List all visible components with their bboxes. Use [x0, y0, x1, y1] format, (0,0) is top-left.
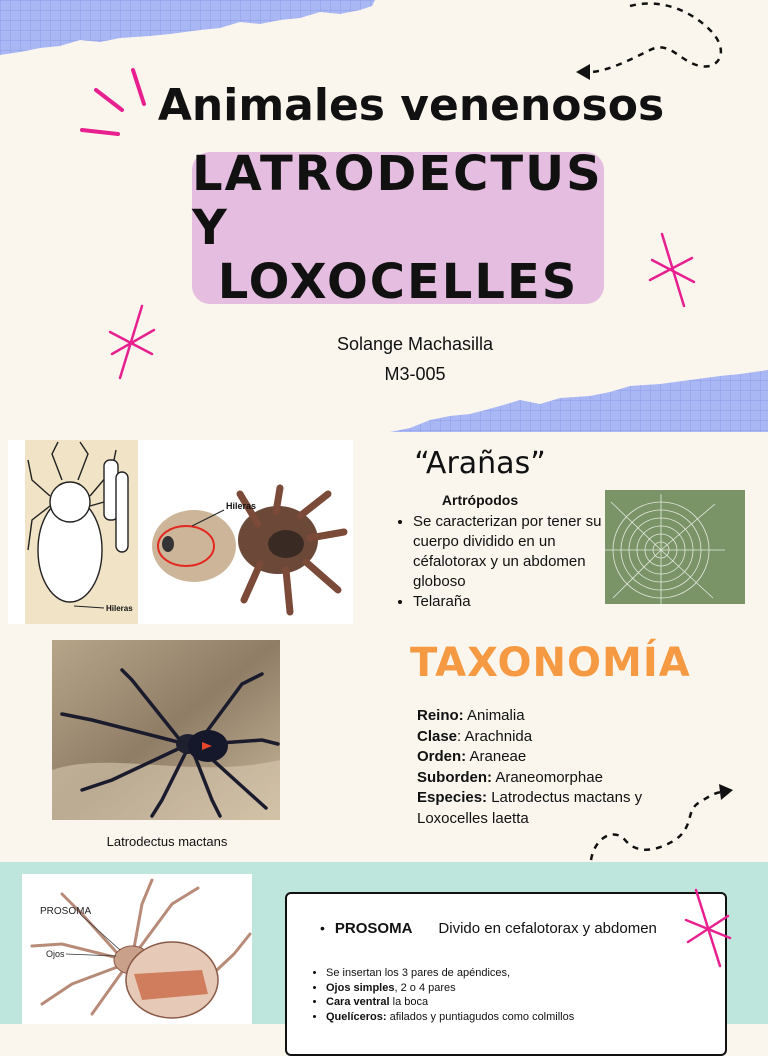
prosoma-description: Divido en cefalotorax y abdomen [438, 920, 657, 937]
spider-diagram-image [8, 440, 353, 624]
pink-asterisk-icon [646, 230, 698, 310]
list-item: • Telaraña [413, 592, 613, 612]
row-value: Araneae [466, 748, 527, 765]
pink-asterisk-icon [682, 886, 734, 970]
row-value: : Arachnida [457, 727, 533, 745]
subtitle-box [192, 146, 604, 310]
anatomy-label-prosoma: PROSOMA [40, 906, 92, 917]
aranas-category: Artrópodos [441, 492, 519, 508]
row-label: Reino: [417, 707, 464, 724]
taxonomia-row-orden [417, 747, 667, 768]
item-bold: Cara ventral [326, 996, 390, 1008]
taxonomia-list [417, 706, 667, 829]
row-value: Latrodectus mactans y Loxocelles laetta [417, 789, 643, 827]
prosoma-diagram-image [22, 874, 252, 1024]
page-title: Animales venenosos [157, 80, 665, 131]
subtitle-line-2: LOXOCELLES [217, 254, 579, 310]
aranas-title: “Arañas” [414, 446, 546, 481]
item-text: Se insertan los 3 pares de apéndices, [326, 967, 511, 979]
row-label: Clase [417, 727, 458, 745]
prosoma-keyword: PROSOMA [334, 920, 413, 937]
bullet-icon: • [320, 920, 325, 936]
subtitle-line-1: LATRODECTUS Y [192, 146, 603, 256]
row-value: Araneomorphae [492, 768, 603, 786]
dashed-arrow-top-right-icon [570, 0, 760, 90]
prosoma-heading [320, 920, 657, 937]
list-item: • Se caracterizan por tener su cuerpo dividido en un céfalotorax y un abdomen globoso [413, 512, 613, 592]
photo-caption: Latrodectus mactans [106, 834, 228, 849]
hileras-label-left: Hileras [106, 604, 133, 613]
row-label: Suborden: [417, 768, 492, 786]
prosoma-list [312, 966, 706, 1024]
row-value: Animalia [463, 707, 525, 724]
list-item [326, 995, 706, 1010]
item-text: la boca [389, 996, 429, 1008]
latrodectus-photo [52, 640, 280, 820]
taxonomia-row-suborden [417, 768, 667, 789]
author-name: Solange Machasilla [336, 334, 494, 354]
author-code: M3-005 [384, 364, 446, 384]
torn-paper-top-left [0, 0, 380, 60]
list-item [326, 966, 706, 981]
list-item [326, 1010, 706, 1025]
list-item [326, 981, 706, 996]
item-text: , 2 o 4 pares [394, 981, 456, 994]
item-text: afilados y puntiagudos como colmillos [386, 1010, 575, 1023]
taxonomia-row-clase [417, 727, 667, 748]
spider-web-image [605, 490, 745, 604]
taxonomia-row-reino [417, 706, 667, 727]
row-label: Especies: [417, 789, 488, 806]
item-bold: Ojos simples [326, 981, 395, 994]
anatomy-label-ojos: Ojos [46, 949, 65, 959]
aranas-list [397, 512, 613, 612]
taxonomia-title: TAXONOMÍA [410, 640, 691, 686]
item-bold: Quelíceros: [326, 1010, 387, 1023]
row-label: Orden: [417, 748, 467, 765]
taxonomia-row-especies [417, 788, 667, 829]
hileras-label-right: Hileras [226, 501, 257, 511]
